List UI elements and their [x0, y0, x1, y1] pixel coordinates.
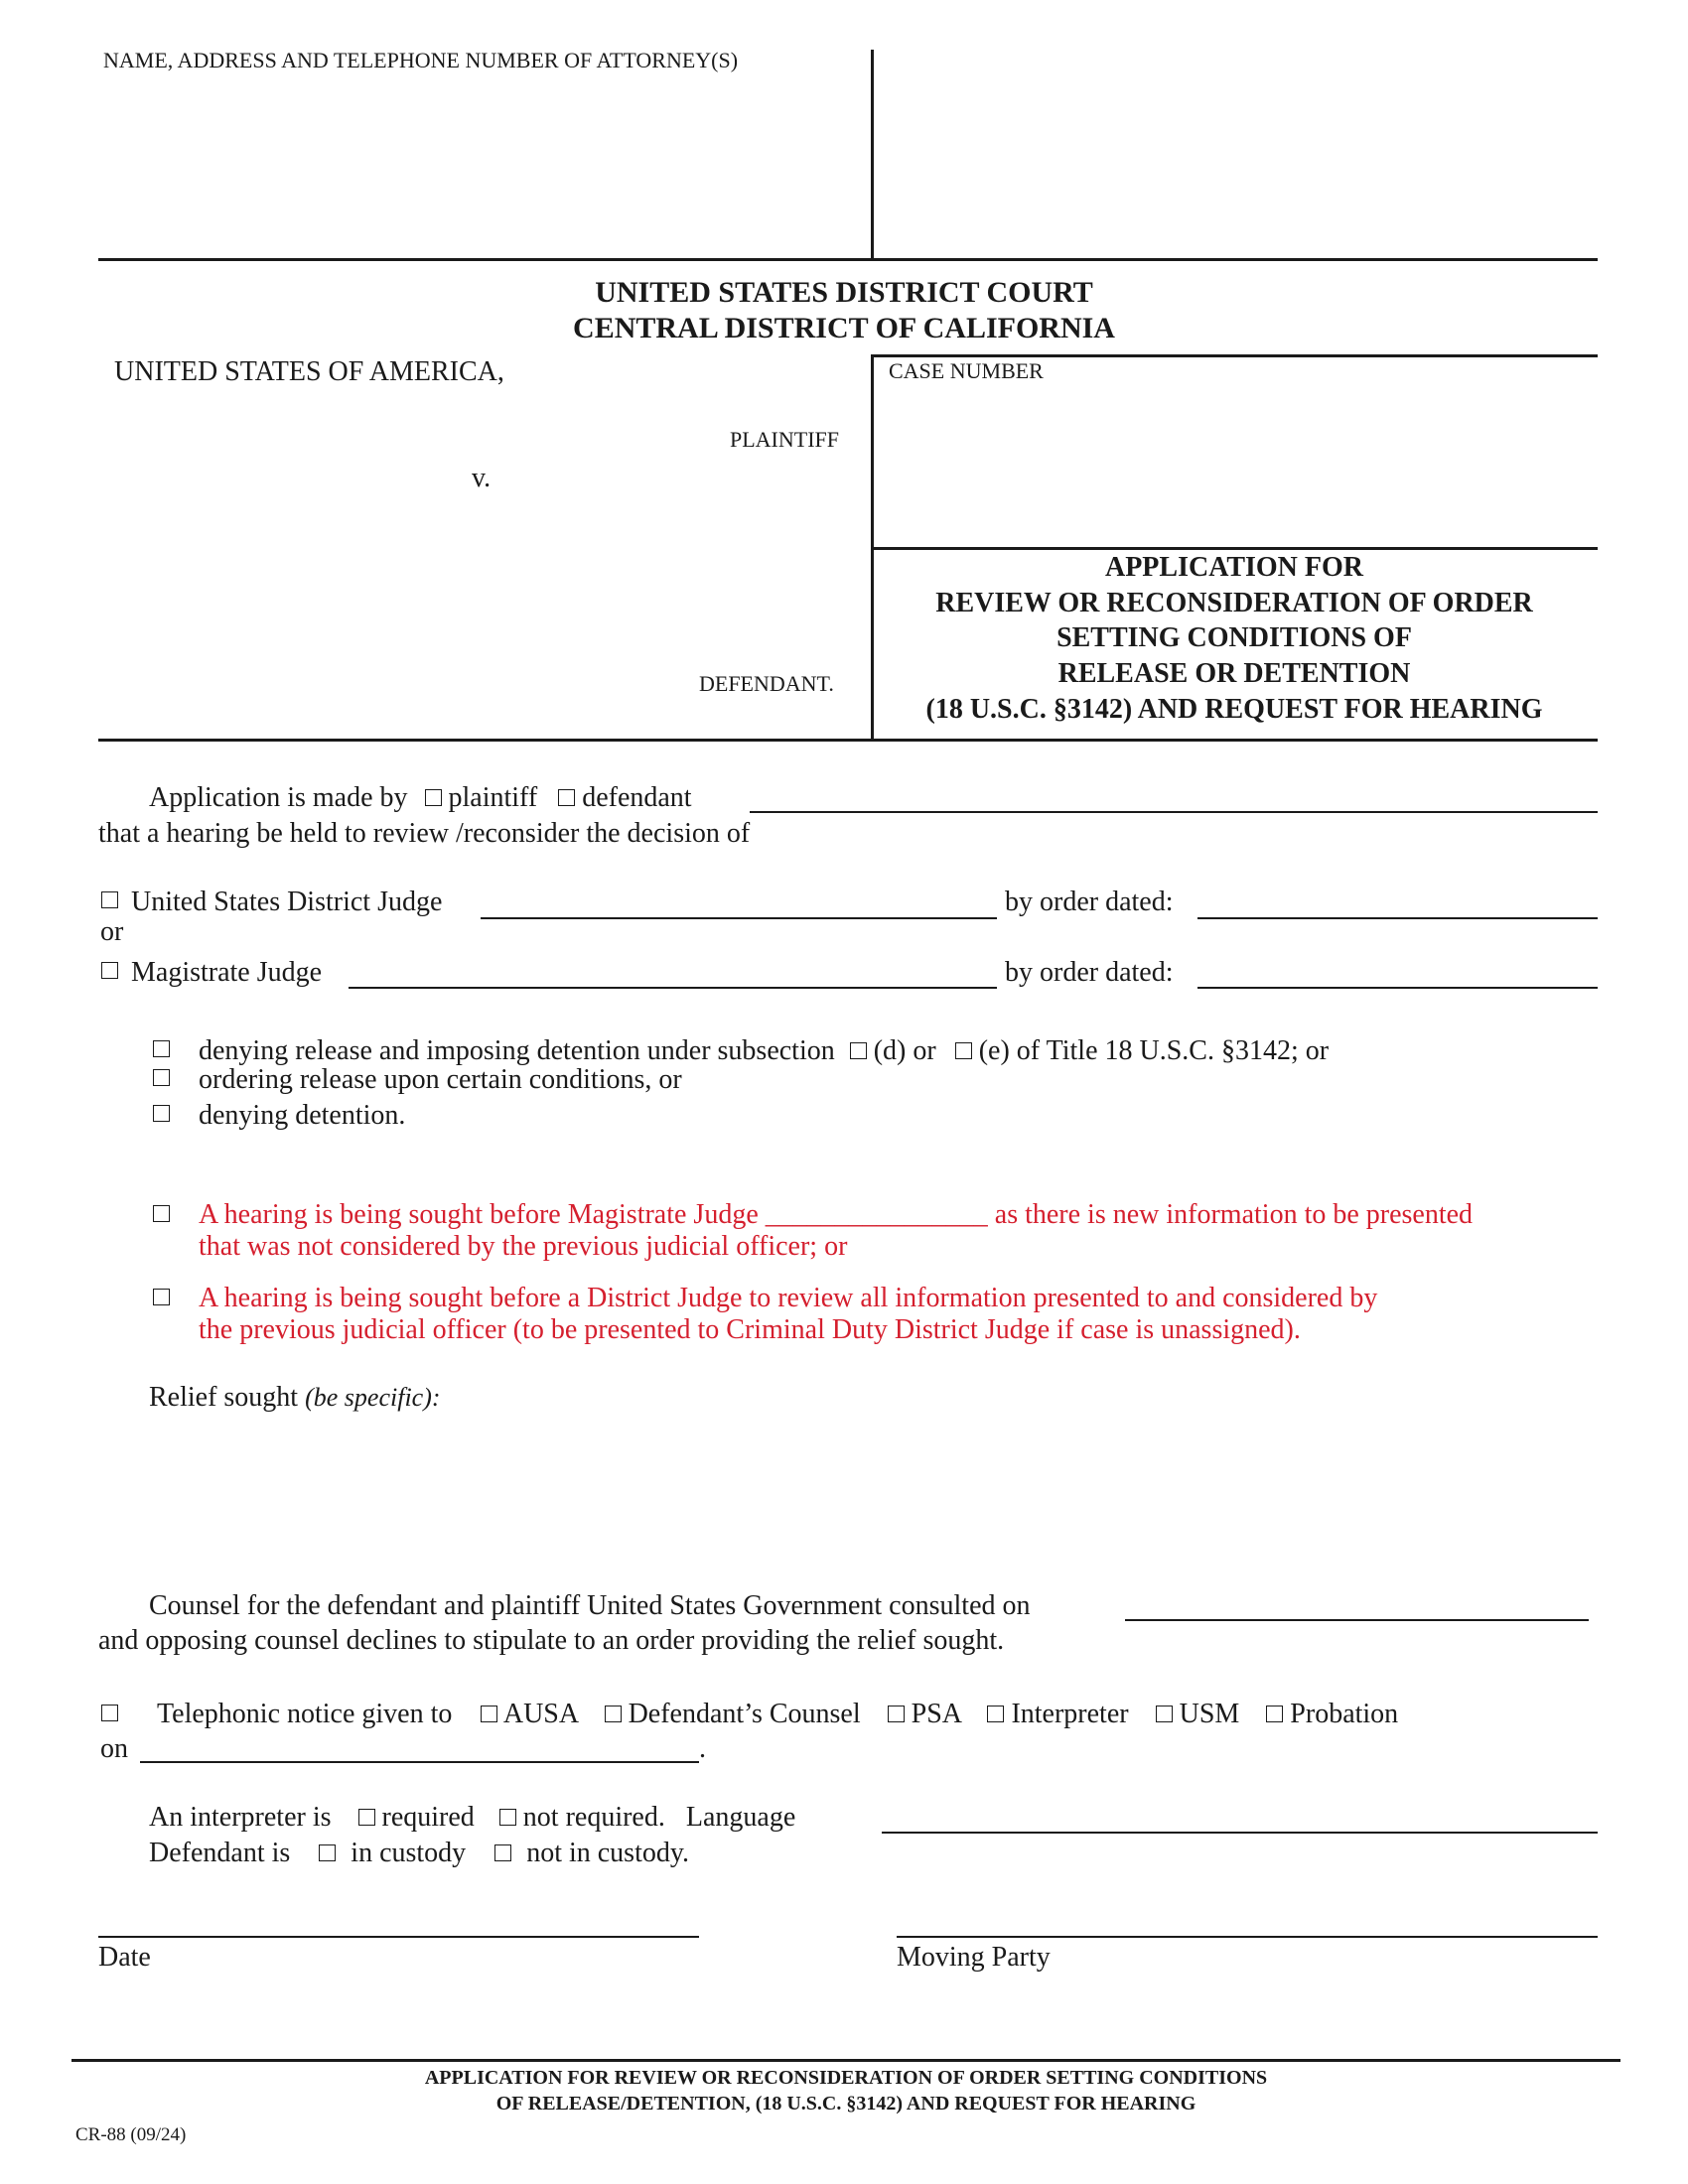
- psa-label: PSA: [911, 1699, 961, 1729]
- court-name-line2: CENTRAL DISTRICT OF CALIFORNIA: [573, 312, 1115, 344]
- application-made-by-row: [149, 782, 692, 814]
- attorney-label: NAME, ADDRESS AND TELEPHONE NUMBER OF ATTORNEY(S): [103, 48, 739, 72]
- district-hearing-line2: the previous judicial officer (to be presented to Criminal Duty District Judge if case is unassigned).: [199, 1314, 1301, 1345]
- ordering-release-label: ordering release upon certain conditions, or: [199, 1064, 682, 1095]
- magistrate-hearing-text-a: A hearing is being sought before Magistrate Judge ________________: [199, 1199, 988, 1230]
- defense-counsel-label: Defendant’s Counsel: [628, 1699, 861, 1729]
- district-judge-label: United States District Judge: [131, 887, 443, 917]
- footer-line2: OF RELEASE/DETENTION, (18 U.S.C. §3142) AND REQUEST FOR HEARING: [495, 2093, 1196, 2115]
- form-number: CR-88 (09/24): [75, 2124, 187, 2145]
- defendant-label: DEFENDANT.: [699, 671, 834, 696]
- probation-checkbox[interactable]: [1266, 1706, 1283, 1722]
- applicant-name-field[interactable]: [750, 811, 1598, 813]
- magistrate-judge-name-field[interactable]: [349, 987, 997, 989]
- denying-release-label: denying release and imposing detention under subsection: [199, 1035, 835, 1066]
- magistrate-order-dated-label: by order dated:: [1005, 957, 1174, 988]
- counsel-line1: Counsel for the defendant and plaintiff United States Government consulted on: [149, 1590, 1031, 1621]
- usm-label: USM: [1179, 1699, 1240, 1729]
- form-title-line5: (18 U.S.C. §3142) AND REQUEST FOR HEARING: [925, 694, 1543, 725]
- magistrate-judge-checkbox[interactable]: [101, 962, 118, 979]
- defendant-checkbox[interactable]: [558, 789, 575, 806]
- subsection-e-checkbox[interactable]: [955, 1042, 972, 1059]
- moving-party-signature-field[interactable]: [897, 1936, 1598, 1938]
- magistrate-order-date-field[interactable]: [1197, 987, 1598, 989]
- plaintiff-name: UNITED STATES OF AMERICA,: [114, 356, 504, 387]
- rule-top: [98, 258, 1598, 261]
- ausa-label: AUSA: [502, 1699, 578, 1729]
- plaintiff-checkbox[interactable]: [425, 789, 442, 806]
- ausa-checkbox[interactable]: [481, 1706, 497, 1722]
- denying-detention-label: denying detention.: [199, 1100, 406, 1131]
- interpreter-row: [149, 1802, 795, 1834]
- date-label: Date: [98, 1942, 151, 1973]
- consulted-date-field[interactable]: [1125, 1619, 1589, 1621]
- rule-case-top: [871, 354, 1598, 357]
- denying-detention-checkbox[interactable]: [153, 1105, 170, 1122]
- notice-label: Telephonic notice given to: [157, 1699, 453, 1729]
- district-judge-name-field[interactable]: [481, 917, 997, 919]
- psa-checkbox[interactable]: [888, 1706, 905, 1722]
- form-title-line3: SETTING CONDITIONS OF: [1056, 622, 1412, 653]
- interpreter-label: An interpreter is: [149, 1802, 332, 1833]
- rule-caption-bottom: [98, 739, 1598, 742]
- subsection-d-checkbox[interactable]: [850, 1042, 867, 1059]
- plaintiff-label: PLAINTIFF: [730, 427, 840, 452]
- denying-release-checkbox[interactable]: [153, 1040, 170, 1057]
- case-number-label: CASE NUMBER: [889, 358, 1044, 383]
- interpreter-not-required-label: not required.: [522, 1802, 665, 1833]
- notice-date-field[interactable]: [140, 1761, 699, 1763]
- custody-label: Defendant is: [149, 1838, 291, 1868]
- district-hearing-checkbox[interactable]: [153, 1289, 170, 1305]
- attorney-divider: [871, 50, 874, 260]
- subsection-d-label: (d) or: [873, 1035, 936, 1066]
- versus: v.: [472, 463, 492, 493]
- district-hearing-line1: A hearing is being sought before a District Judge to review all information presented to and considered by: [199, 1283, 1378, 1313]
- language-field[interactable]: [882, 1832, 1598, 1834]
- custody-row: [149, 1838, 689, 1869]
- magistrate-judge-label: Magistrate Judge: [131, 957, 323, 988]
- form-title-line4: RELEASE OR DETENTION: [1057, 658, 1411, 689]
- usm-checkbox[interactable]: [1156, 1706, 1173, 1722]
- relief-sought-field[interactable]: [149, 1420, 1598, 1569]
- magistrate-hearing-line2: that was not considered by the previous judicial officer; or: [199, 1231, 848, 1262]
- date-signature-field[interactable]: [98, 1936, 699, 1938]
- interpreter-required-label: required: [381, 1802, 475, 1833]
- denying-release-row: [199, 1035, 1329, 1067]
- or-label: or: [100, 916, 124, 947]
- footer-rule: [71, 2059, 1620, 2062]
- interpreter-not-required-checkbox[interactable]: [499, 1809, 516, 1826]
- relief-row: [149, 1382, 441, 1414]
- in-custody-label: in custody: [351, 1838, 467, 1868]
- language-label: Language: [685, 1802, 796, 1833]
- magistrate-hearing-text-b: as there is new information to be presented: [994, 1199, 1474, 1230]
- moving-party-label: Moving Party: [897, 1942, 1051, 1973]
- interpreter-required-checkbox[interactable]: [358, 1809, 375, 1826]
- subsection-e-label: (e) of Title 18 U.S.C. §3142; or: [978, 1035, 1330, 1066]
- interpreter-notice-label: Interpreter: [1011, 1699, 1129, 1729]
- district-order-dated-label: by order dated:: [1005, 887, 1174, 917]
- court-name-line1: UNITED STATES DISTRICT COURT: [595, 276, 1093, 309]
- notice-on-label: on: [100, 1733, 128, 1764]
- rule-title-top: [871, 547, 1598, 550]
- magistrate-hearing-checkbox[interactable]: [153, 1205, 170, 1222]
- form-title-line2: REVIEW OR RECONSIDERATION OF ORDER: [935, 588, 1533, 618]
- counsel-line2: and opposing counsel declines to stipulate to an order providing the relief sought.: [98, 1625, 1005, 1656]
- form-title-line1: APPLICATION FOR: [1104, 552, 1364, 583]
- hearing-line: that a hearing be held to review /reconsider the decision of: [98, 818, 751, 849]
- relief-hint: (be specific):: [305, 1383, 441, 1412]
- district-judge-checkbox[interactable]: [101, 891, 118, 908]
- plaintiff-option: plaintiff: [448, 782, 538, 813]
- notice-period: .: [699, 1733, 706, 1764]
- made-by-label: Application is made by: [149, 782, 408, 813]
- not-in-custody-checkbox[interactable]: [494, 1844, 511, 1861]
- ordering-release-checkbox[interactable]: [153, 1069, 170, 1086]
- footer-line1: APPLICATION FOR REVIEW OR RECONSIDERATION OF ORDER SETTING CONDITIONS: [424, 2067, 1268, 2089]
- telephonic-notice-checkbox[interactable]: [101, 1705, 118, 1721]
- interpreter-notice-checkbox[interactable]: [987, 1706, 1004, 1722]
- relief-label: Relief sought: [149, 1382, 299, 1413]
- telephonic-notice-row: [157, 1699, 1398, 1730]
- defense-counsel-checkbox[interactable]: [605, 1706, 622, 1722]
- probation-label: Probation: [1290, 1699, 1399, 1729]
- defendant-option: defendant: [582, 782, 692, 813]
- district-order-date-field[interactable]: [1197, 917, 1598, 919]
- magistrate-hearing-line1: [199, 1199, 1473, 1231]
- in-custody-checkbox[interactable]: [319, 1844, 336, 1861]
- not-in-custody-label: not in custody.: [526, 1838, 690, 1868]
